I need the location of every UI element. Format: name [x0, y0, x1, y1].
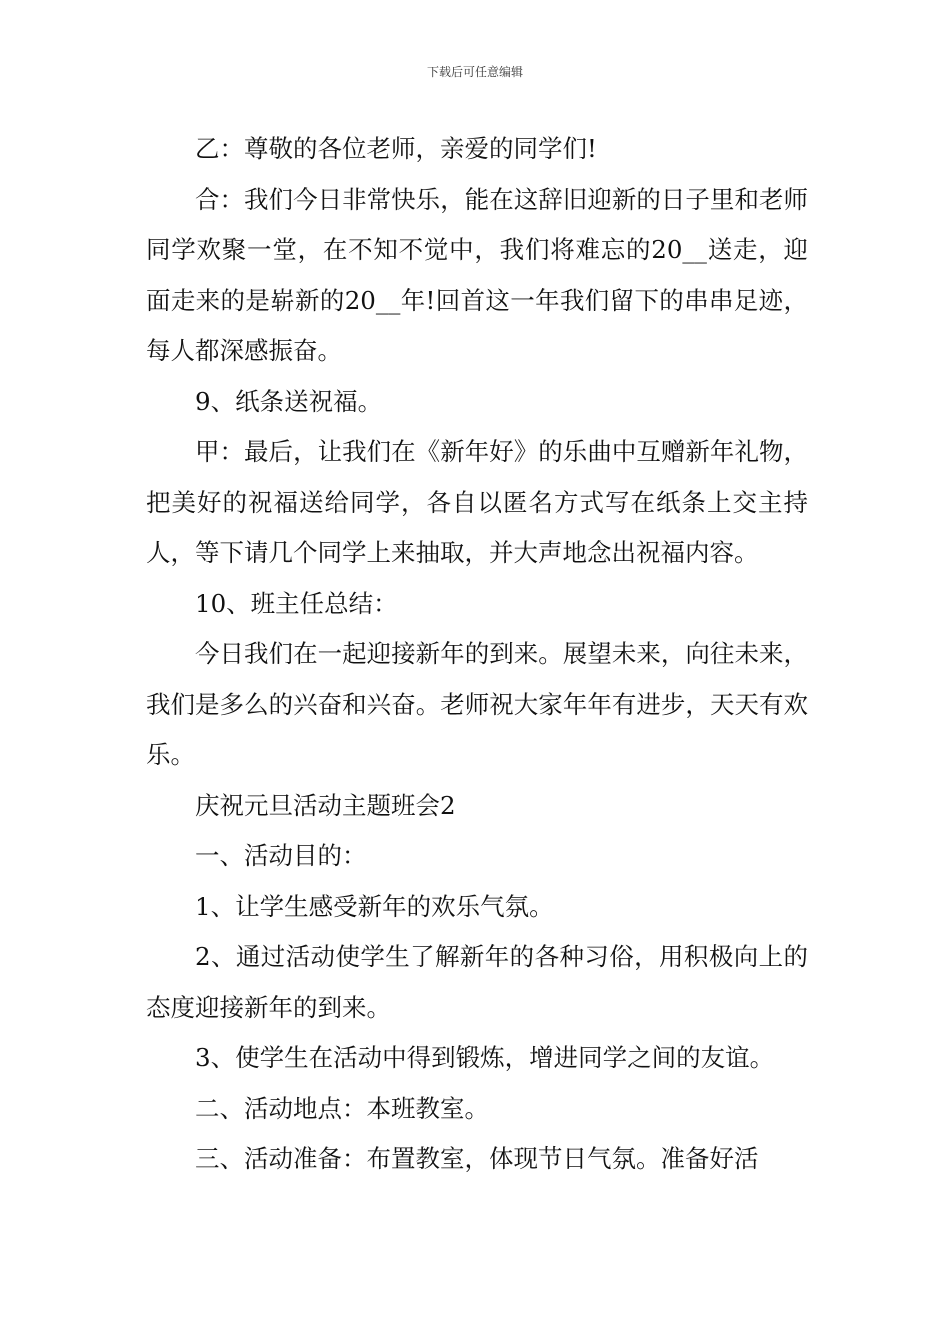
paragraph: 合：我们今日非常快乐，能在这辞旧迎新的日子里和老师同学欢聚一堂，在不知不觉中，我们将难忘的20__送走，迎面走来的是崭新的20__年!回首这一年我们留下的串串足迹，每人都深感振奋。 [146, 184, 808, 365]
paragraph: 乙：尊敬的各位老师，亲爱的同学们! [195, 134, 597, 163]
document-body [146, 124, 808, 1185]
section-title: 庆祝元旦活动主题班会2 [195, 790, 456, 820]
page-header: 下载后可任意编辑 [426, 65, 523, 79]
paragraph: 9、纸条送祝福。 [195, 386, 383, 416]
paragraph: 10、班主任总结： [195, 588, 398, 618]
paragraph: 二、活动地点：本班教室。 [195, 1093, 489, 1123]
paragraph: 甲：最后，让我们在《新年好》的乐曲中互赠新年礼物，把美好的祝福送给同学，各自以匿名方式写在纸条上交主持人，等下请几个同学上来抽取，并大声地念出祝福内容。 [146, 437, 808, 567]
paragraph: 三、活动准备：布置教室，体现节日气氛。准备好活 [195, 1144, 759, 1173]
paragraph: 1、让学生感受新年的欢乐气氛。 [195, 891, 554, 921]
paragraph: 3、使学生在活动中得到锻炼，增进同学之间的友谊。 [195, 1043, 775, 1072]
paragraph: 今日我们在一起迎接新年的到来。展望未来，向往未来，我们是多么的兴奋和兴奋。老师祝大家年年有进步，天天有欢乐。 [146, 639, 808, 769]
paragraph: 一、活动目的： [195, 841, 367, 870]
paragraph: 2、通过活动使学生了解新年的各种习俗，用积极向上的态度迎接新年的到来。 [146, 942, 808, 1022]
